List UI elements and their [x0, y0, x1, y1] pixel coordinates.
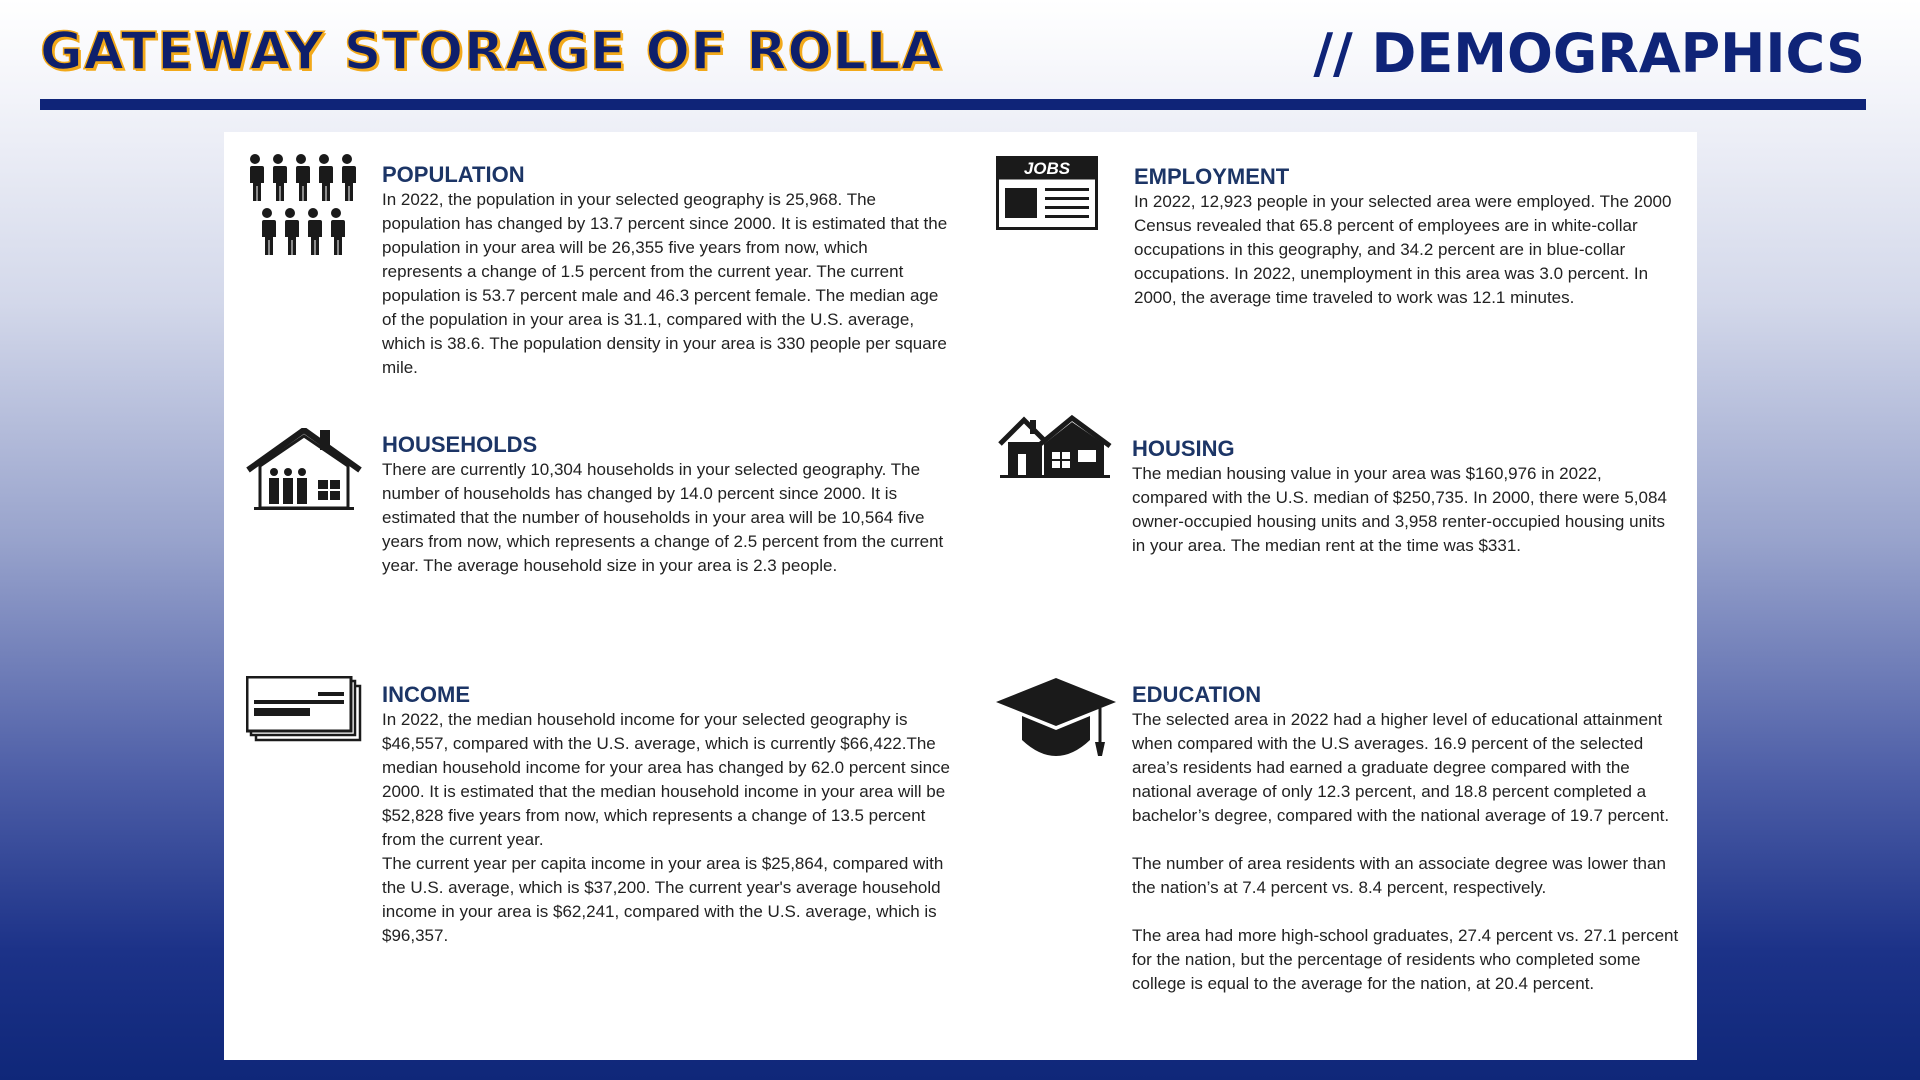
houses-icon	[998, 414, 1112, 478]
households-title: HOUSEHOLDS	[382, 432, 538, 457]
education-text-3: The area had more high-school graduates, 27.4 percent vs. 27.1 percent for the nation, but the percentage of residents who completed some college is equal to the average for the nation, at 20.4 percent.	[1132, 926, 1679, 993]
income-title: INCOME	[382, 682, 470, 707]
header-divider	[40, 99, 1866, 110]
households-text: There are currently 10,304 households in your selected geography. The number of households has changed by 14.0 percent since 2000. It is estimated that the number of households in your area will be 10,564 five years from now, which represents a change of 2.5 percent from the current year. The average household size in your area is 2.3 people.	[382, 460, 944, 575]
page-title: GATEWAY STORAGE OF ROLLA	[40, 22, 943, 82]
demographics-panel	[224, 132, 1697, 1060]
checks-icon	[246, 676, 362, 742]
house-family-icon	[246, 428, 362, 510]
housing-text: The median housing value in your area was $160,976 in 2022, compared with the U.S. median of $250,735. In 2000, there were 5,084 owner-occupied housing units and 3,958 renter-occupied housing units in your area. The median rent at the time was $331.	[1132, 464, 1667, 555]
income-section	[224, 652, 964, 1060]
employment-section	[964, 132, 1697, 392]
population-title: POPULATION	[382, 162, 525, 187]
income-text-1: In 2022, the median household income for your selected geography is $46,557, compared with the U.S. average, which is currently $66,422.The median household income for your area has changed by 62.0 percent since 2000. It is estimated that the median household income in your area will be $52,828 five years from now, which represents a change of 13.5 percent from the current year.	[382, 710, 950, 849]
employment-text: In 2022, 12,923 people in your selected area were employed. The 2000 Census revealed that 65.8 percent of employees are in white-collar occupations in this geography, and 34.2 percent are in blue-collar occupations. In 2022, unemployment in this area was 3.0 percent. In 2000, the average time traveled to work was 12.1 minutes.	[1134, 192, 1672, 307]
education-text-1: The selected area in 2022 had a higher level of educational attainment when compared with the U.S averages. 16.9 percent of the selected area’s residents had earned a graduate degree compared with the national average of only 12.3 percent, and 18.8 percent completed a bachelor’s degree, compared with the national average of 19.7 percent.	[1132, 710, 1670, 825]
education-text-2: The number of area residents with an associate degree was lower than the nation’s at 7.4 percent vs. 8.4 percent, respectively.	[1132, 854, 1666, 897]
education-title: EDUCATION	[1132, 682, 1262, 707]
housing-section	[964, 402, 1697, 622]
population-section	[224, 132, 964, 392]
graduation-cap-icon	[994, 676, 1118, 766]
population-text: In 2022, the population in your selected geography is 25,968. The population has changed by 13.7 percent since 2000. It is estimated that the population in your area will be 26,355 five years from now, which represents a change of 1.5 percent from the current year. The current population is 53.7 percent male and 46.3 percent female. The median age of the population in your area is 31.1, compared with the U.S. average, which is 38.6. The population density in your area is 330 people per square mile.	[382, 190, 948, 377]
households-section	[224, 402, 964, 622]
income-text-2: The current year per capita income in your area is $25,864, compared with the U.S. average, which is $37,200. The current year's average household income in your area is $62,241, compared with the U.S. average, which is $96,357.	[382, 854, 944, 945]
jobs-newspaper-icon	[996, 156, 1098, 230]
section-heading: // DEMOGRAPHICS	[1313, 22, 1865, 85]
people-icon	[246, 154, 362, 258]
employment-title: EMPLOYMENT	[1134, 164, 1290, 189]
jobs-icon-label: JOBS	[1023, 159, 1071, 178]
education-section	[964, 652, 1697, 1060]
housing-title: HOUSING	[1132, 436, 1235, 461]
